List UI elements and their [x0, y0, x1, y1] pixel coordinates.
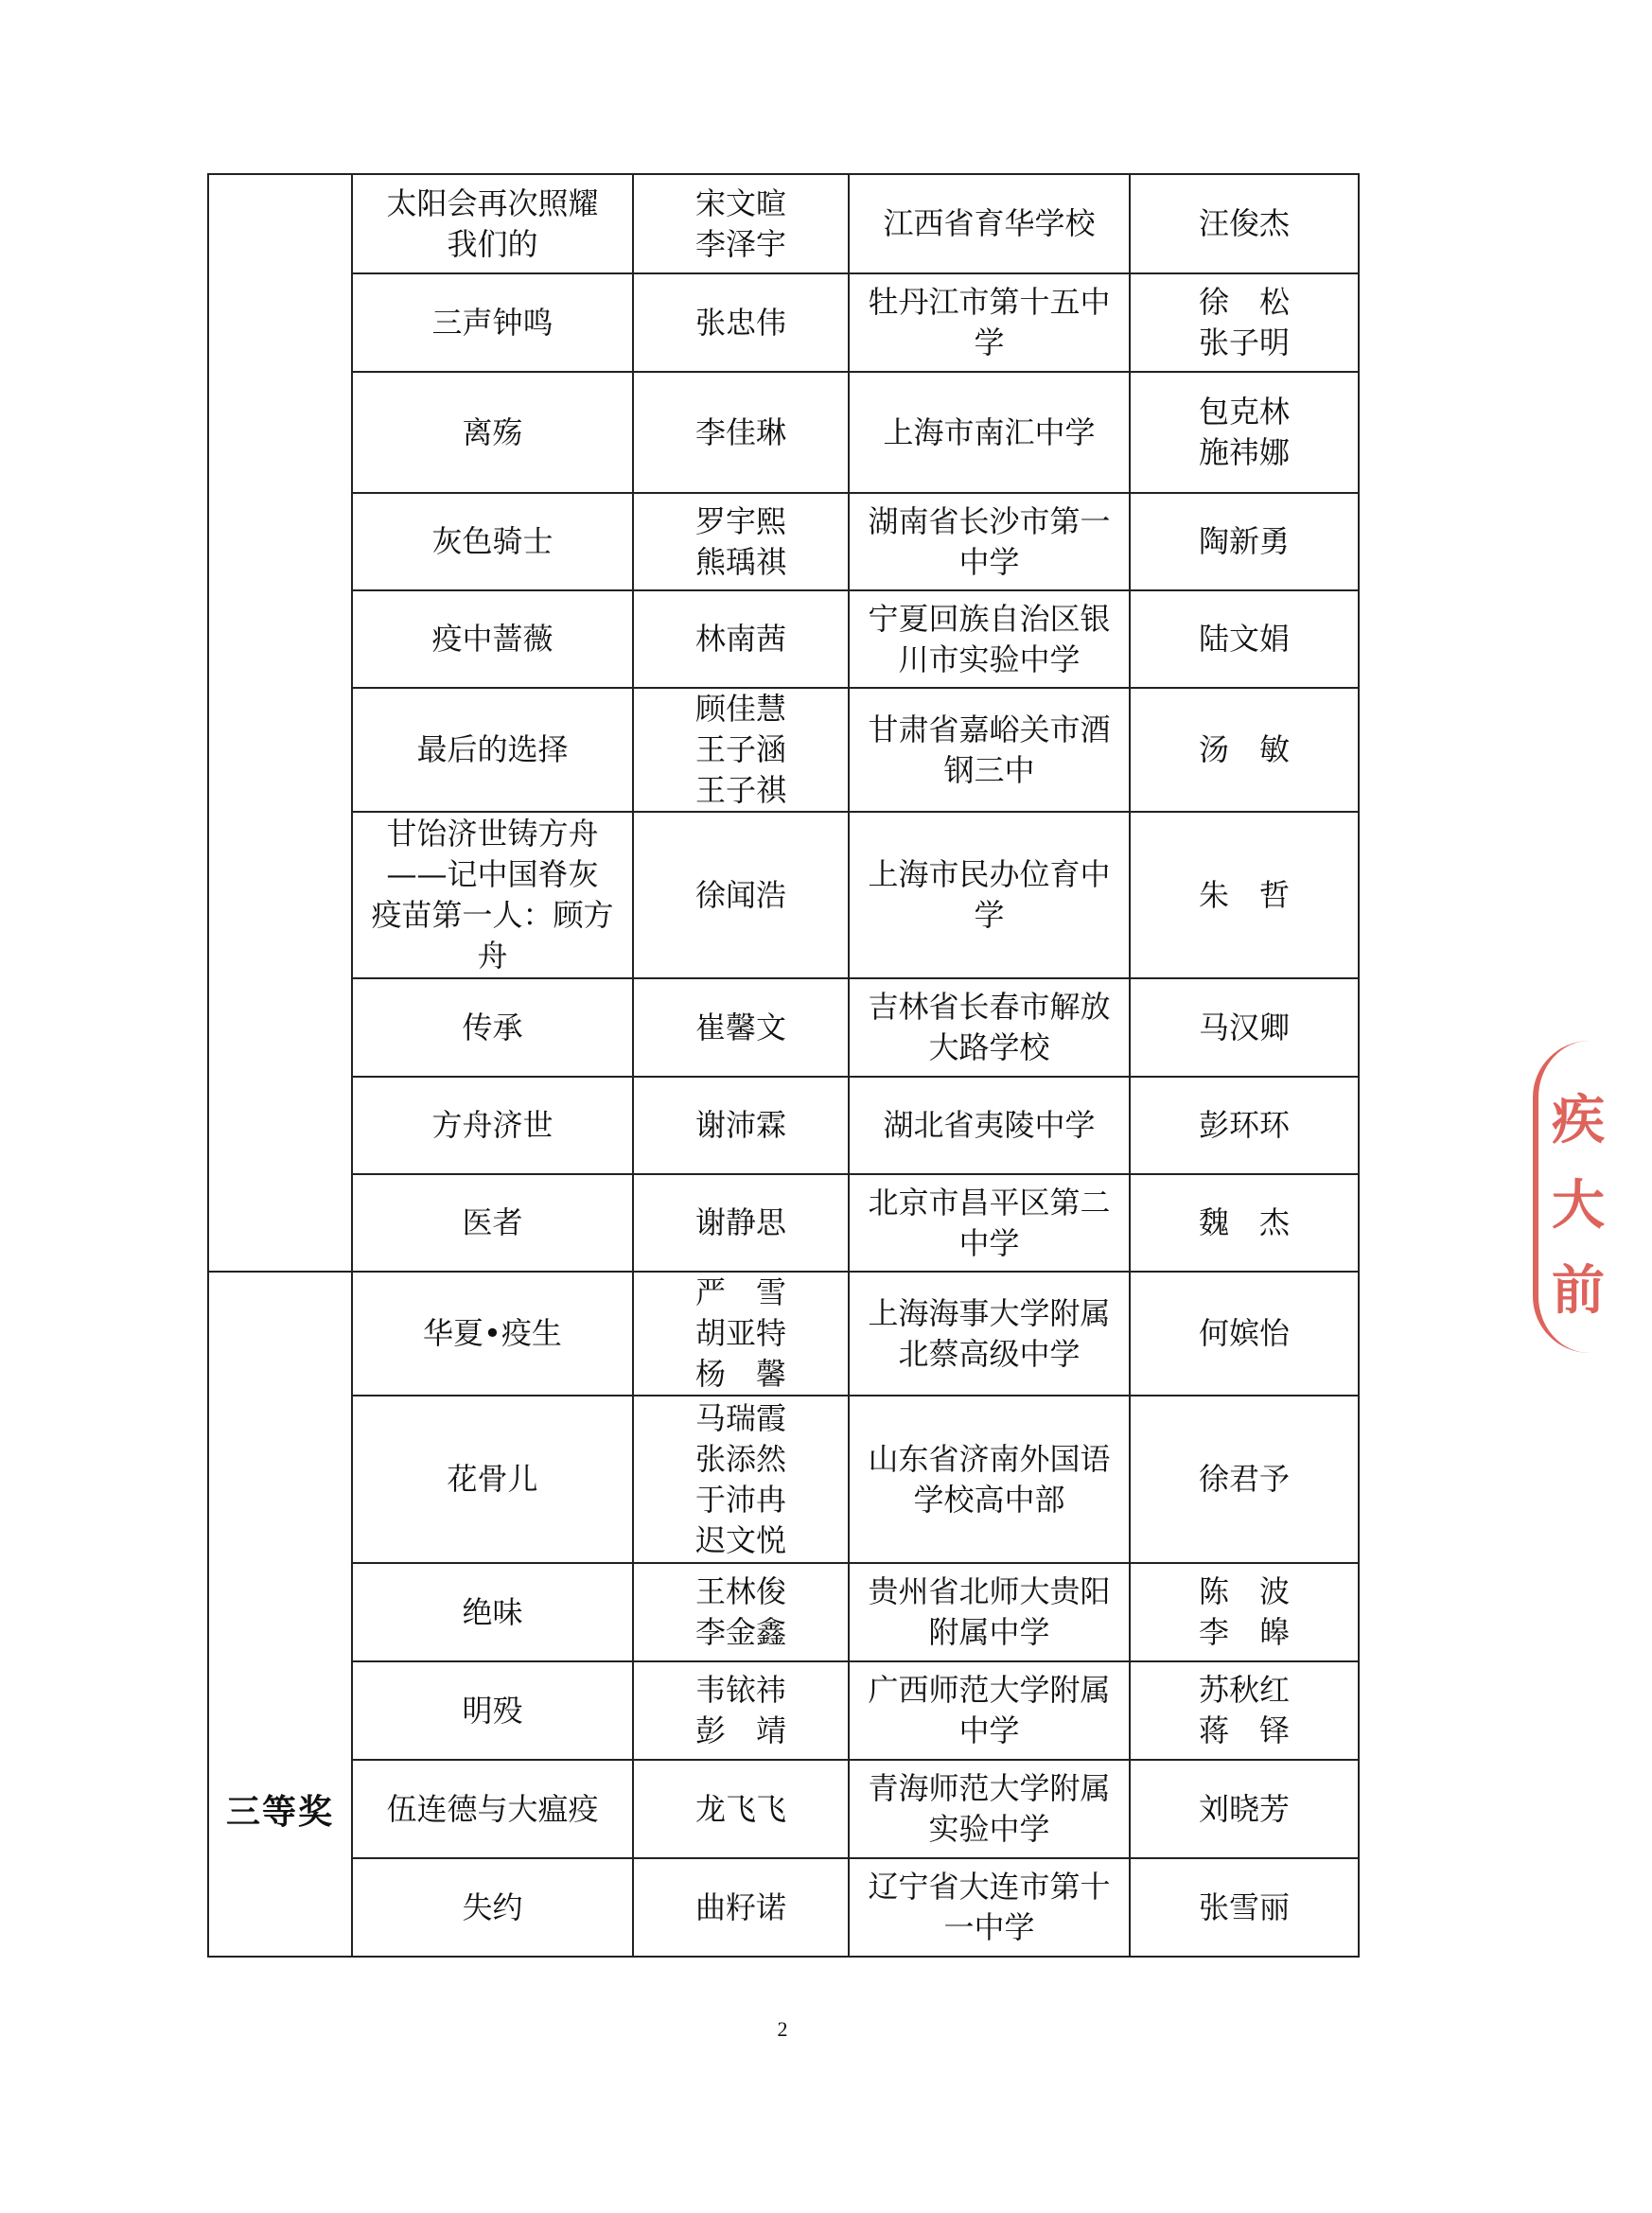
authors-line: 徐闻浩	[694, 876, 786, 913]
teachers-cell	[1130, 1858, 1359, 1957]
authors-line: 王子祺	[694, 772, 786, 808]
school-line: 一中学	[943, 1909, 1035, 1945]
teachers-cell	[1130, 1563, 1359, 1661]
school-cell	[849, 812, 1130, 978]
school-cell	[849, 174, 1130, 273]
work-title-cell	[352, 493, 633, 590]
school-line: 上海市南汇中学	[883, 413, 1096, 450]
authors-line: 严 雪	[694, 1274, 786, 1310]
authors-cell	[633, 1077, 849, 1174]
teachers-line: 李 皞	[1198, 1614, 1290, 1650]
authors-line: 顾佳慧	[694, 691, 786, 727]
school-line: 上海市民办位育中	[868, 856, 1111, 892]
teachers-line: 马汉卿	[1198, 1009, 1290, 1045]
work-title-cell	[352, 174, 633, 273]
work-title-cell	[352, 688, 633, 812]
table-row	[208, 1272, 1359, 1396]
school-line: 江西省育华学校	[883, 205, 1096, 241]
awards-table	[207, 173, 1360, 1958]
school-line: 钢三中	[943, 751, 1035, 788]
work-title-line: 疫苗第一人：顾方	[371, 897, 614, 933]
authors-line: 杨 馨	[694, 1356, 786, 1392]
school-line: 辽宁省大连市第十	[868, 1869, 1111, 1905]
work-title-line: 明殁	[462, 1692, 523, 1729]
teachers-line: 施祎娜	[1198, 434, 1290, 470]
school-line: 牡丹江市第十五中	[868, 284, 1111, 320]
red-seal-stamp: 疾 大 前	[1533, 1041, 1652, 1353]
work-title-cell	[352, 590, 633, 688]
school-line: 中学	[958, 1712, 1020, 1748]
authors-cell	[633, 1272, 849, 1396]
teachers-cell	[1130, 1396, 1359, 1563]
work-title-cell	[352, 273, 633, 372]
authors-line: 王林俊	[694, 1573, 786, 1609]
school-cell	[849, 1563, 1130, 1661]
table-row	[208, 1077, 1359, 1174]
work-title-line: 灰色骑士	[431, 523, 554, 559]
work-title-line: 甘饴济世铸方舟	[386, 816, 599, 852]
teachers-cell	[1130, 1272, 1359, 1396]
school-cell	[849, 1272, 1130, 1396]
authors-line: 曲籽诺	[694, 1888, 786, 1925]
authors-line: 林南茜	[694, 621, 786, 657]
school-line: 中学	[958, 1224, 1020, 1261]
school-line: 上海海事大学附属	[868, 1294, 1111, 1331]
teachers-cell	[1130, 174, 1359, 273]
work-title-cell	[352, 1396, 633, 1563]
teachers-line: 汪俊杰	[1198, 205, 1290, 241]
authors-cell	[633, 273, 849, 372]
authors-cell	[633, 1760, 849, 1858]
work-title-line: ——记中国脊灰	[386, 856, 599, 892]
school-line: 学	[974, 325, 1005, 360]
authors-line: 韦铱祎	[694, 1672, 786, 1708]
work-title-line: 花骨儿	[447, 1461, 538, 1497]
authors-line: 李泽宇	[694, 225, 786, 262]
work-title-cell	[352, 1661, 633, 1760]
school-cell	[849, 978, 1130, 1077]
school-cell	[849, 273, 1130, 372]
award-level-cell-third: 三等奖	[208, 1272, 352, 1957]
school-line: 学	[974, 897, 1005, 933]
school-line: 湖北省夷陵中学	[883, 1107, 1096, 1143]
work-title-cell	[352, 372, 633, 493]
teachers-cell	[1130, 812, 1359, 978]
school-cell	[849, 1760, 1130, 1858]
table-row	[208, 372, 1359, 493]
table-row	[208, 812, 1359, 978]
table-row	[208, 1563, 1359, 1661]
work-title-line: 华夏•疫生	[423, 1315, 562, 1351]
table-row	[208, 1396, 1359, 1563]
school-line: 山东省济南外国语	[868, 1440, 1111, 1477]
school-cell	[849, 493, 1130, 590]
teachers-cell	[1130, 372, 1359, 493]
work-title-cell	[352, 1077, 633, 1174]
authors-cell	[633, 372, 849, 493]
authors-line: 马瑞霞	[694, 1399, 786, 1436]
school-cell	[849, 372, 1130, 493]
work-title-cell	[352, 1563, 633, 1661]
work-title-cell	[352, 1858, 633, 1957]
school-cell	[849, 590, 1130, 688]
work-title-cell	[352, 978, 633, 1077]
authors-cell	[633, 1858, 849, 1957]
table-row	[208, 273, 1359, 372]
work-title-cell	[352, 1272, 633, 1396]
work-title-line: 三声钟鸣	[431, 304, 554, 341]
teachers-cell	[1130, 1661, 1359, 1760]
teachers-cell	[1130, 1174, 1359, 1272]
teachers-line: 何嫔怡	[1198, 1315, 1290, 1351]
teachers-cell	[1130, 688, 1359, 812]
authors-cell	[633, 1563, 849, 1661]
school-line: 学校高中部	[913, 1481, 1065, 1518]
authors-line: 于沛冉	[694, 1481, 786, 1518]
teachers-cell	[1130, 978, 1359, 1077]
authors-line: 崔馨文	[694, 1009, 786, 1045]
authors-cell	[633, 493, 849, 590]
award-level-cell-upper	[208, 174, 352, 1272]
authors-line: 李佳琳	[694, 413, 786, 450]
school-line: 广西师范大学附属	[868, 1672, 1111, 1708]
table-row	[208, 1174, 1359, 1272]
teachers-line: 徐君予	[1198, 1461, 1290, 1497]
teachers-cell	[1130, 493, 1359, 590]
school-line: 实验中学	[928, 1811, 1050, 1847]
table-row	[208, 1661, 1359, 1760]
work-title-cell	[352, 1760, 633, 1858]
work-title-line: 疫中蔷薇	[431, 621, 554, 657]
awards-table-body	[208, 174, 1359, 1957]
teachers-line: 陶新勇	[1198, 523, 1290, 559]
authors-line: 熊瑀祺	[694, 543, 786, 580]
teachers-cell	[1130, 1760, 1359, 1858]
school-line: 甘肃省嘉峪关市酒	[868, 711, 1111, 747]
teachers-line: 蒋 铎	[1198, 1712, 1290, 1748]
work-title-line: 最后的选择	[416, 731, 569, 767]
school-line: 宁夏回族自治区银	[868, 600, 1111, 637]
work-title-line: 离殇	[462, 413, 523, 450]
authors-line: 罗宇熙	[694, 502, 786, 539]
authors-cell	[633, 174, 849, 273]
teachers-line: 汤 敏	[1198, 731, 1290, 767]
teachers-line: 张子明	[1198, 325, 1290, 360]
authors-cell	[633, 1396, 849, 1563]
school-cell	[849, 1174, 1130, 1272]
teachers-line: 刘晓芳	[1198, 1790, 1290, 1827]
teachers-line: 朱 哲	[1198, 876, 1290, 913]
authors-line: 彭 靖	[694, 1712, 786, 1748]
work-title-line: 失约	[462, 1888, 523, 1925]
teachers-line: 包克林	[1198, 394, 1290, 430]
authors-line: 张忠伟	[694, 304, 786, 341]
authors-cell	[633, 688, 849, 812]
work-title-line: 太阳会再次照耀	[386, 184, 599, 221]
school-line: 北京市昌平区第二	[868, 1184, 1111, 1221]
authors-line: 谢沛霖	[694, 1107, 786, 1143]
teachers-line: 魏 杰	[1198, 1204, 1290, 1240]
authors-cell	[633, 812, 849, 978]
school-line: 川市实验中学	[898, 641, 1081, 677]
teachers-cell	[1130, 590, 1359, 688]
school-line: 大路学校	[928, 1029, 1050, 1065]
teachers-line: 陆文娟	[1198, 621, 1290, 657]
authors-line: 宋文暄	[694, 184, 786, 221]
teachers-cell	[1130, 273, 1359, 372]
school-cell	[849, 1077, 1130, 1174]
work-title-line: 传承	[462, 1009, 523, 1045]
school-line: 北蔡高级中学	[898, 1335, 1081, 1372]
table-row	[208, 688, 1359, 812]
table-row	[208, 174, 1359, 273]
authors-cell	[633, 1661, 849, 1760]
school-line: 湖南省长沙市第一	[868, 502, 1111, 539]
table-row	[208, 590, 1359, 688]
table-row	[208, 978, 1359, 1077]
table-row	[208, 1760, 1359, 1858]
work-title-cell	[352, 1174, 633, 1272]
work-title-line: 绝味	[462, 1593, 523, 1630]
school-cell	[849, 688, 1130, 812]
authors-line: 李金鑫	[694, 1614, 786, 1650]
work-title-line: 我们的	[447, 225, 538, 262]
authors-cell	[633, 590, 849, 688]
authors-line: 张添然	[694, 1440, 786, 1477]
table-row	[208, 493, 1359, 590]
work-title-line: 伍连德与大瘟疫	[386, 1790, 599, 1827]
school-line: 附属中学	[928, 1614, 1050, 1650]
teachers-line: 彭环环	[1198, 1107, 1290, 1143]
teachers-line: 徐 松	[1198, 284, 1290, 320]
authors-line: 胡亚特	[694, 1315, 786, 1351]
school-cell	[849, 1858, 1130, 1957]
teachers-line: 张雪丽	[1198, 1888, 1290, 1925]
authors-cell	[633, 978, 849, 1077]
school-line: 贵州省北师大贵阳	[868, 1573, 1111, 1609]
teachers-line: 苏秋红	[1198, 1672, 1290, 1708]
authors-line: 龙飞飞	[694, 1790, 786, 1827]
work-title-line: 医者	[462, 1204, 523, 1240]
authors-line: 谢静思	[694, 1204, 786, 1240]
authors-line: 迟文悦	[694, 1521, 786, 1558]
table-row	[208, 1858, 1359, 1957]
school-line: 中学	[958, 543, 1020, 580]
work-title-cell	[352, 812, 633, 978]
teachers-cell	[1130, 1077, 1359, 1174]
school-line: 青海师范大学附属	[868, 1770, 1111, 1806]
teachers-line: 陈 波	[1198, 1573, 1290, 1609]
school-line: 吉林省长春市解放	[868, 989, 1111, 1025]
work-title-line: 舟	[477, 938, 508, 974]
authors-cell	[633, 1174, 849, 1272]
school-cell	[849, 1396, 1130, 1563]
authors-line: 王子涵	[694, 731, 786, 767]
school-cell	[849, 1661, 1130, 1760]
work-title-line: 方舟济世	[431, 1107, 554, 1143]
page-number: 2	[777, 2017, 788, 2041]
